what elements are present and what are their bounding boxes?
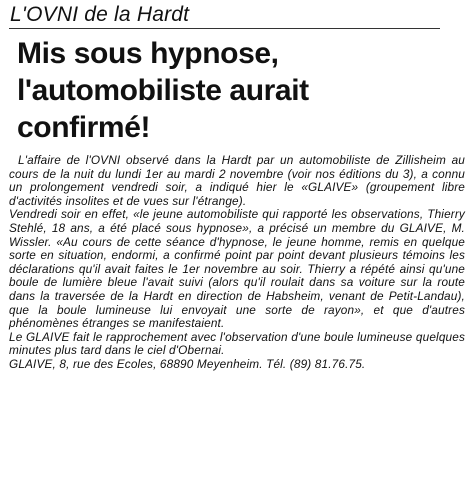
article-paragraph-3: Le GLAIVE fait le rapprochement avec l'observation d'une boule lumineuse quelques minutes plus tard dans le ciel d'Obernai. [9,329,465,358]
article-headline [17,35,465,146]
contact-line: GLAIVE, 8, rue des Ecoles, 68890 Meyenheim. Tél. (89) 81.76.75. [9,356,366,371]
headline-line-3: confirmé! [17,111,151,144]
headline-line-1: Mis sous hypnose, [17,37,279,70]
headline-line-2: l'automobiliste aurait [17,74,309,107]
section-kicker: L'OVNI de la Hardt [9,2,440,29]
article-paragraph-2: Vendredi soir en effet, «le jeune automobiliste qui rapporté les observations, Thierry Stehlé, 18 ans, a été placé sous hypnose», a précisé un membre du GLAIVE, M. Wissler. «Au cours de cette séance d'hypnose, le jeune homme, remis en quelque sorte en situation, endormi, a confirmé point par point devant plusieurs témoins les déclarations qu'il avait faites le 1er novembre au soir. Thierry a répété ainsi qu'une boule de lumière bleue l'avait suivi (alors qu'il roulait dans sa voiture sur la route dans la traversée de la Hardt en direction de Habsheim, venant de Petit-Landau), que la boule lumineuse lui envoyait une sorte de rayon», et que d'autres phénomènes étranges se manifestaient. [9,207,465,331]
article-paragraph-1: L'affaire de l'OVNI observé dans la Hardt par un automobiliste de Zillisheim au cours de la nuit du lundi 1er au mardi 2 novembre (voir nos éditions du 3), a connu un prolongement vendredi soir, a indiqué hier le «GLAIVE» (groupement libre d'activités insolites et de vues sur l'étrange). [9,153,465,208]
article-body [9,154,465,358]
